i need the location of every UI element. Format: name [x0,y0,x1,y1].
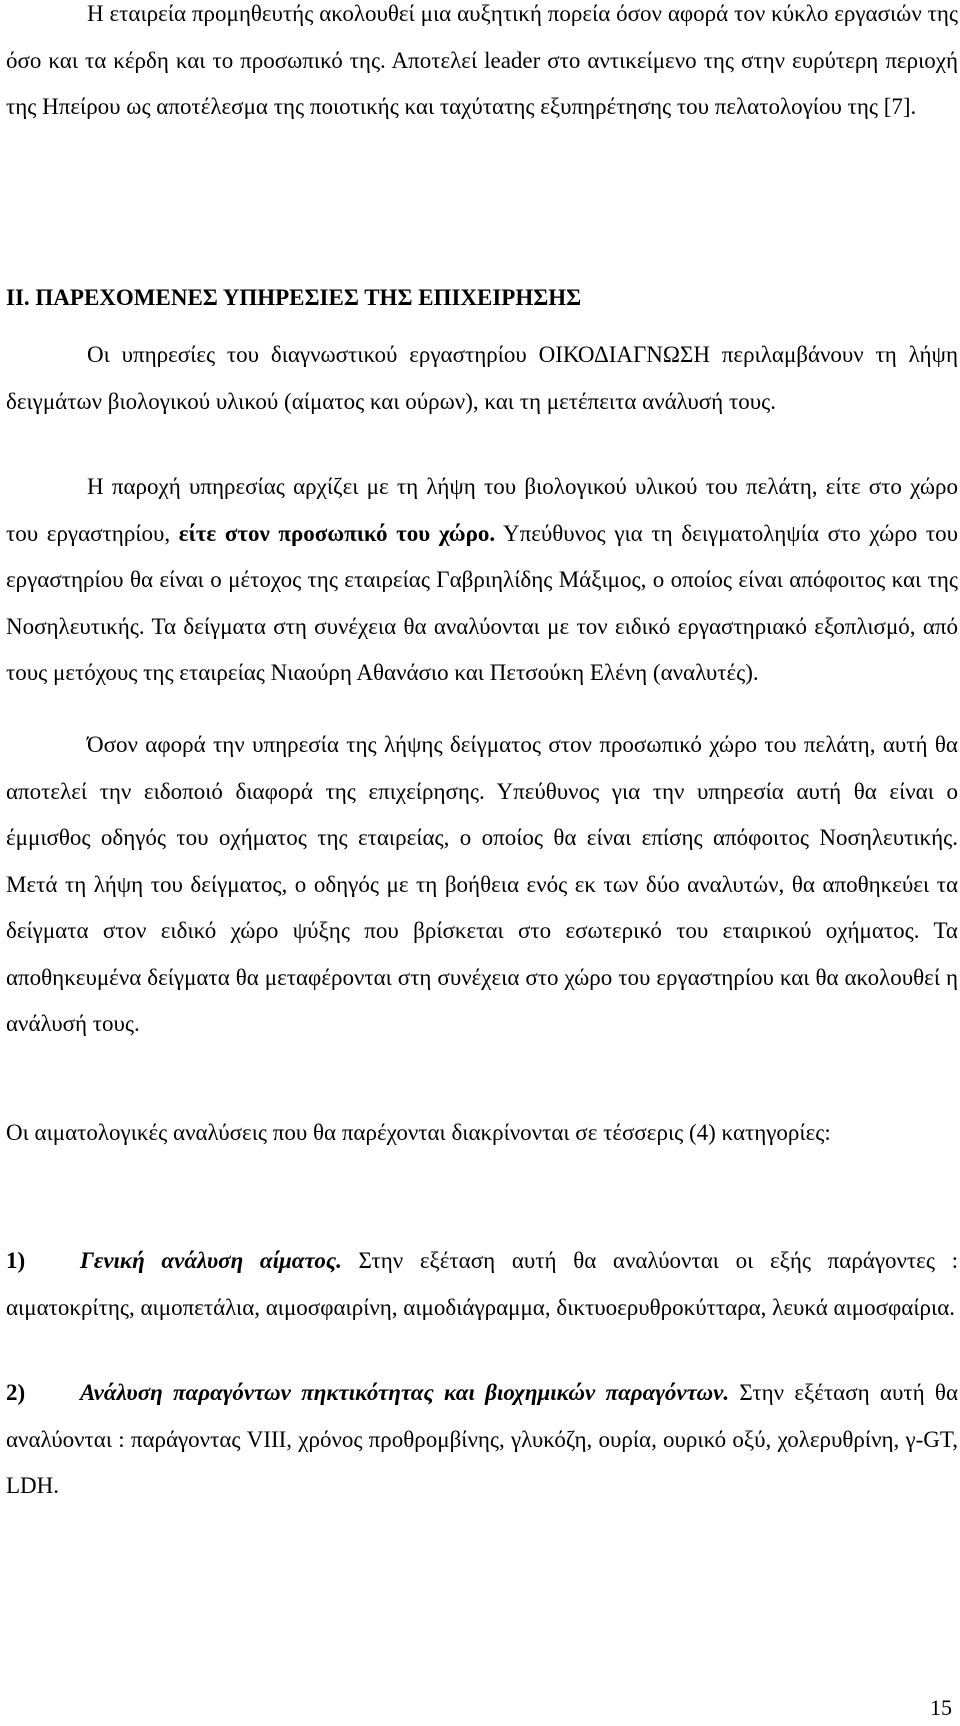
sampling-emphasis: είτε στον προσωπικό του χώρο. [178,520,496,546]
list-item-text: Στην εξέταση αυτή θα αναλύονται οι εξής παράγοντες : αιματοκρίτης, αιμοπετάλια, αιμοσφαιρίνη, αιμοδιάγραμμα, δικτυοερυθροκύτταρα, λευκά αιμοσφαίρια. [6,1248,958,1320]
page-number: 15 [930,1695,952,1720]
paragraph-home-sampling: Όσον αφορά την υπηρεσία της λήψης δείγματος στον προσωπικό χώρο του πελάτη, αυτή θα αποτελεί την ειδοποιό διαφορά της επιχείρησης. Υπεύθυνος για την υπηρεσία αυτή θα είναι ο έμμισθος οδηγός του οχήματος της εταιρείας, ο οποίος θα είναι επίσης απόφοιτος Νοσηλευτικής. Μετά τη λήψη του δείγματος, ο οδηγός με τη βοήθεια ενός εκ των δύο αναλυτών, θα αποθηκεύει τα δείγματα στον ειδικό χώρο ψύξης που βρίσκεται στο εσωτερικό του εταιρικού οχήματος. Τα αποθηκευμένα δείγματα θα μεταφέρονται στη συνέχεια στο χώρο του εργαστηρίου και θα ακολουθεί η ανάλυσή τους. [6,732,958,1036]
sampling-text-start: Η παροχή υπηρεσίας αρχίζει με τη λήψη του βιολογικού υλικού του πελάτη, είτε στο χώρο του εργαστηρίου, [6,474,958,546]
list-number: 2) [6,1380,26,1405]
section-heading: II. ΠΑΡΕΧΟΜΕΝΕΣ ΥΠΗΡΕΣΙΕΣ ΤΗΣ ΕΠΙΧΕΙΡΗΣΗΣ [6,285,582,310]
paragraph-intro: Η εταιρεία προμηθευτής ακολουθεί μια αυξητική πορεία όσον αφορά τον κύκλο εργασιών της όσο και τα κέρδη και το προσωπικό της. Αποτελεί leader στο αντικείμενο της στην ευρύτερη περιοχή της Ηπείρου ως αποτέλεσμα της ποιοτικής και ταχύτατης εξυπηρέτησης του πελατολογίου της [7]. [6,1,958,119]
paragraph-sampling [6,464,958,697]
list-number: 1) [6,1248,26,1273]
list-item-general-analysis [6,1238,958,1331]
list-item-title: Γενική ανάλυση αίματος. [80,1248,342,1273]
paragraph-services: Οι υπηρεσίες του διαγνωστικού εργαστηρίου ΟΙΚΟΔΙΑΓΝΩΣΗ περιλαμβάνουν τη λήψη δειγμάτων βιολογικού υλικού (αίματος και ούρων), και τη μετέπειτα ανάλυσή τους. [6,342,958,414]
list-item-text: Στην εξέταση αυτή θα αναλύονται : παράγοντας VIII, χρόνος προθρομβίνης, γλυκόζη, ουρία, ουρικό οξύ, χολερυθρίνη, γ-GT, LDH. [6,1380,958,1498]
list-item-coagulation-analysis [6,1370,958,1510]
list-item-title: Ανάλυση παραγόντων πηκτικότητας και βιοχημικών παραγόντων. [80,1380,730,1405]
sampling-text-end: Υπεύθυνος για τη δειγματοληψία στο χώρο του εργαστηρίου θα είναι ο μέτοχος της εταιρείας Γαβριηλίδης Μάξιμος, ο οποίος είναι απόφοιτος και της Νοσηλευτικής. Τα δείγματα στη συνέχεια θα αναλύονται με τον ειδικό εργαστηριακό εξοπλισμό, από τους μετόχους της εταιρείας Νιαούρη Αθανάσιο και Πετσούκη Ελένη (αναλυτές). [6,520,958,685]
paragraph-categories: Οι αιματολογικές αναλύσεις που θα παρέχονται διακρίνονται σε τέσσερις (4) κατηγορίες: [6,1120,831,1145]
